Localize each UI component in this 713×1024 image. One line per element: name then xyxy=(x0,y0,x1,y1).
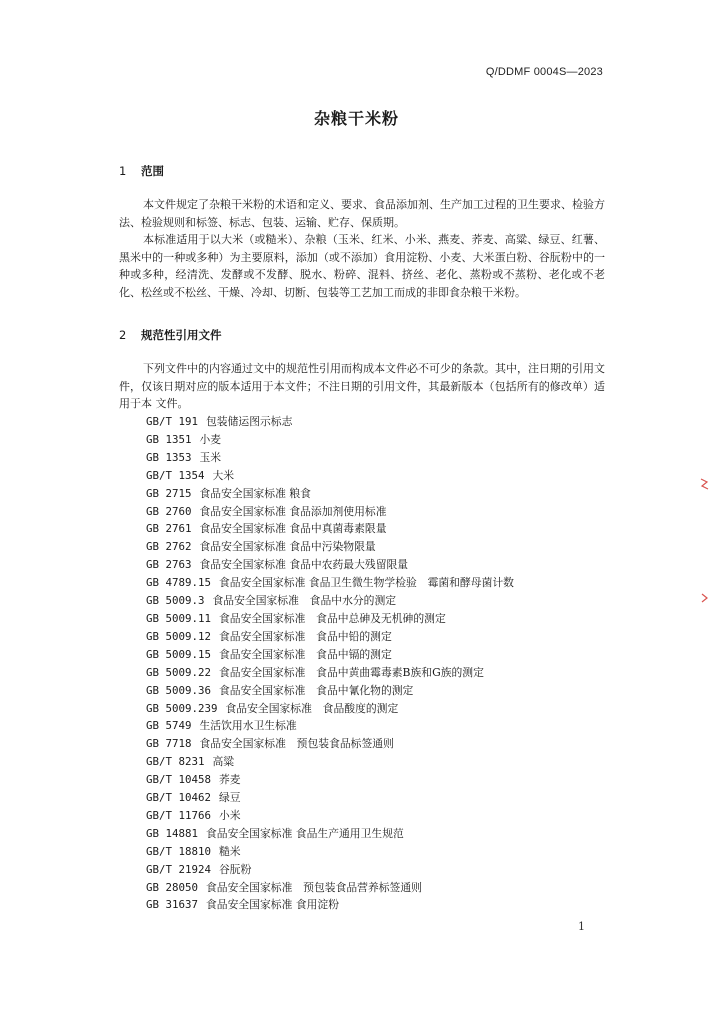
reference-item xyxy=(146,467,514,485)
section-title: 范围 xyxy=(141,164,164,178)
reference-item xyxy=(146,717,514,735)
reference-name: 食品安全国家标准 食品生产通用卫生规范 xyxy=(206,826,404,840)
reference-item xyxy=(146,431,514,449)
reference-name: 食品安全国家标准 食品中氰化物的测定 xyxy=(219,683,414,697)
reference-item xyxy=(146,789,514,807)
edge-stamp-mark xyxy=(700,590,709,604)
section-number: 2 xyxy=(119,328,127,342)
reference-code: GB 28050 xyxy=(146,880,199,894)
reference-item xyxy=(146,413,514,431)
reference-code: GB 5749 xyxy=(146,719,192,733)
reference-code: GB 2715 xyxy=(146,486,192,500)
reference-code: GB 5009.12 xyxy=(146,629,212,643)
reference-name: 食品安全国家标准 食用淀粉 xyxy=(206,898,340,912)
reference-item xyxy=(146,628,514,646)
reference-item xyxy=(146,700,514,718)
reference-item xyxy=(146,503,514,521)
reference-code: GB 1351 xyxy=(146,432,192,446)
reference-item xyxy=(146,825,514,843)
reference-name: 荞麦 xyxy=(219,773,241,787)
reference-item xyxy=(146,771,514,789)
reference-code: GB 5009.11 xyxy=(146,611,212,625)
scope-paragraph-2: 本标准适用于以大米（或糙米）、杂粮（玉米、红米、小米、燕麦、荞麦、高粱、绿豆、红薯、黑米中的一种或多种）为主要原料，添加（或不添加）食用淀粉、小麦、大米蛋白粉、谷朊粉中的一种或多种，经清洗、发酵或不发酵、脱水、粉碎、混料、挤丝、老化、蒸粉或不蒸粉、老化或不老化、松丝或不松丝、干燥、冷却、切断、包装等工艺加工而成的非即食杂粮干米粉。 xyxy=(119,233,605,299)
reference-item xyxy=(146,449,514,467)
reference-name: 食品安全国家标准 食品添加剂使用标准 xyxy=(199,504,387,518)
reference-name: 食品安全国家标准 食品中铅的测定 xyxy=(219,629,392,643)
reference-name: 食品安全国家标准 预包装食品标签通则 xyxy=(199,737,394,751)
reference-name: 糙米 xyxy=(219,844,241,858)
reference-name: 食品安全国家标准 食品中镉的测定 xyxy=(219,647,392,661)
reference-item xyxy=(146,485,514,503)
reference-code: GB/T 10462 xyxy=(146,791,212,805)
reference-item xyxy=(146,735,514,753)
reference-item xyxy=(146,879,514,897)
reference-item xyxy=(146,538,514,556)
reference-item xyxy=(146,610,514,628)
reference-name: 包装储运图示标志 xyxy=(206,415,293,428)
reference-code: GB/T 8231 xyxy=(146,755,205,769)
reference-code: GB 14881 xyxy=(146,826,199,840)
reference-code: GB/T 18810 xyxy=(146,844,212,858)
reference-name: 大米 xyxy=(212,468,235,482)
section-heading-normative-references xyxy=(119,327,222,343)
reference-item xyxy=(146,592,514,610)
reference-item xyxy=(146,646,514,664)
reference-code: GB 5009.36 xyxy=(146,683,212,697)
reference-code: GB 7718 xyxy=(146,737,192,751)
reference-code: GB 2760 xyxy=(146,504,192,518)
scope-paragraph-1: 本文件规定了杂粮干米粉的术语和定义、要求、食品添加剂、生产加工过程的卫生要求、检验方法、检验规则和标签、标志、包装、运输、贮存、保质期。 xyxy=(119,198,605,229)
reference-name: 食品安全国家标准 食品中水分的测定 xyxy=(212,594,397,608)
reference-item xyxy=(146,664,514,682)
reference-code: GB 5009.15 xyxy=(146,647,212,661)
reference-code: GB/T 10458 xyxy=(146,773,212,787)
section-heading-scope xyxy=(119,163,164,179)
reference-item xyxy=(146,682,514,700)
document-id: Q/DDMF 0004S—2023 xyxy=(485,66,603,78)
reference-name: 高粱 xyxy=(212,755,235,769)
reference-code: GB 5009.22 xyxy=(146,665,212,679)
reference-item xyxy=(146,556,514,574)
reference-item xyxy=(146,520,514,538)
section-number: 1 xyxy=(119,164,127,178)
reference-name: 生活饮用水卫生标准 xyxy=(199,719,297,733)
document-title: 杂粮干米粉 xyxy=(313,109,399,128)
reference-item xyxy=(146,843,514,861)
reference-name: 食品安全国家标准 食品中总砷及无机砷的测定 xyxy=(219,611,446,625)
reference-item xyxy=(146,807,514,825)
reference-code: GB 1353 xyxy=(146,450,192,464)
reference-name: 食品安全国家标准 食品中农药最大残留限量 xyxy=(199,558,409,572)
reference-code: GB/T 11766 xyxy=(146,808,212,822)
reference-item xyxy=(146,861,514,879)
reference-code: GB 5009.3 xyxy=(146,594,205,608)
reference-code: GB/T 21924 xyxy=(146,862,212,876)
reference-code: GB 4789.15 xyxy=(146,576,212,590)
reference-name: 绿豆 xyxy=(219,791,241,805)
reference-name: 食品安全国家标准 食品卫生微生物学检验 霉菌和酵母菌计数 xyxy=(219,576,514,590)
reference-code: GB 2762 xyxy=(146,540,192,554)
edge-stamp-mark xyxy=(700,476,709,490)
reference-code: GB/T 1354 xyxy=(146,468,205,482)
reference-code: GB 5009.239 xyxy=(146,701,218,715)
reference-name: 食品安全国家标准 粮食 xyxy=(199,486,311,500)
section-title: 规范性引用文件 xyxy=(141,328,222,342)
reference-item xyxy=(146,753,514,771)
reference-item xyxy=(146,896,514,914)
reference-code: GB 2761 xyxy=(146,522,192,536)
reference-name: 小米 xyxy=(219,808,241,822)
references-intro-paragraph: 下列文件中的内容通过文中的规范性引用而构成本文件必不可少的条款。其中，注日期的引用文件，仅该日期对应的版本适用于本文件；不注日期的引用文件，其最新版本（包括所有的修改单）适用于本 文件。 xyxy=(119,362,605,410)
reference-code: GB 31637 xyxy=(146,898,199,912)
reference-name: 食品安全国家标准 食品酸度的测定 xyxy=(225,701,399,715)
reference-name: 食品安全国家标准 食品中污染物限量 xyxy=(199,540,376,554)
reference-item xyxy=(146,574,514,592)
reference-name: 谷朊粉 xyxy=(219,862,252,876)
reference-list xyxy=(146,413,514,914)
reference-name: 小麦 xyxy=(199,432,222,446)
page-number: 1 xyxy=(578,920,585,933)
reference-name: 食品安全国家标准 食品中黄曲霉毒素B族和G族的测定 xyxy=(219,665,484,679)
reference-name: 食品安全国家标准 预包装食品营养标签通则 xyxy=(206,880,422,894)
reference-code: GB/T 191 xyxy=(146,415,199,428)
reference-name: 食品安全国家标准 食品中真菌毒素限量 xyxy=(199,522,387,536)
reference-code: GB 2763 xyxy=(146,558,192,572)
reference-name: 玉米 xyxy=(199,450,222,464)
